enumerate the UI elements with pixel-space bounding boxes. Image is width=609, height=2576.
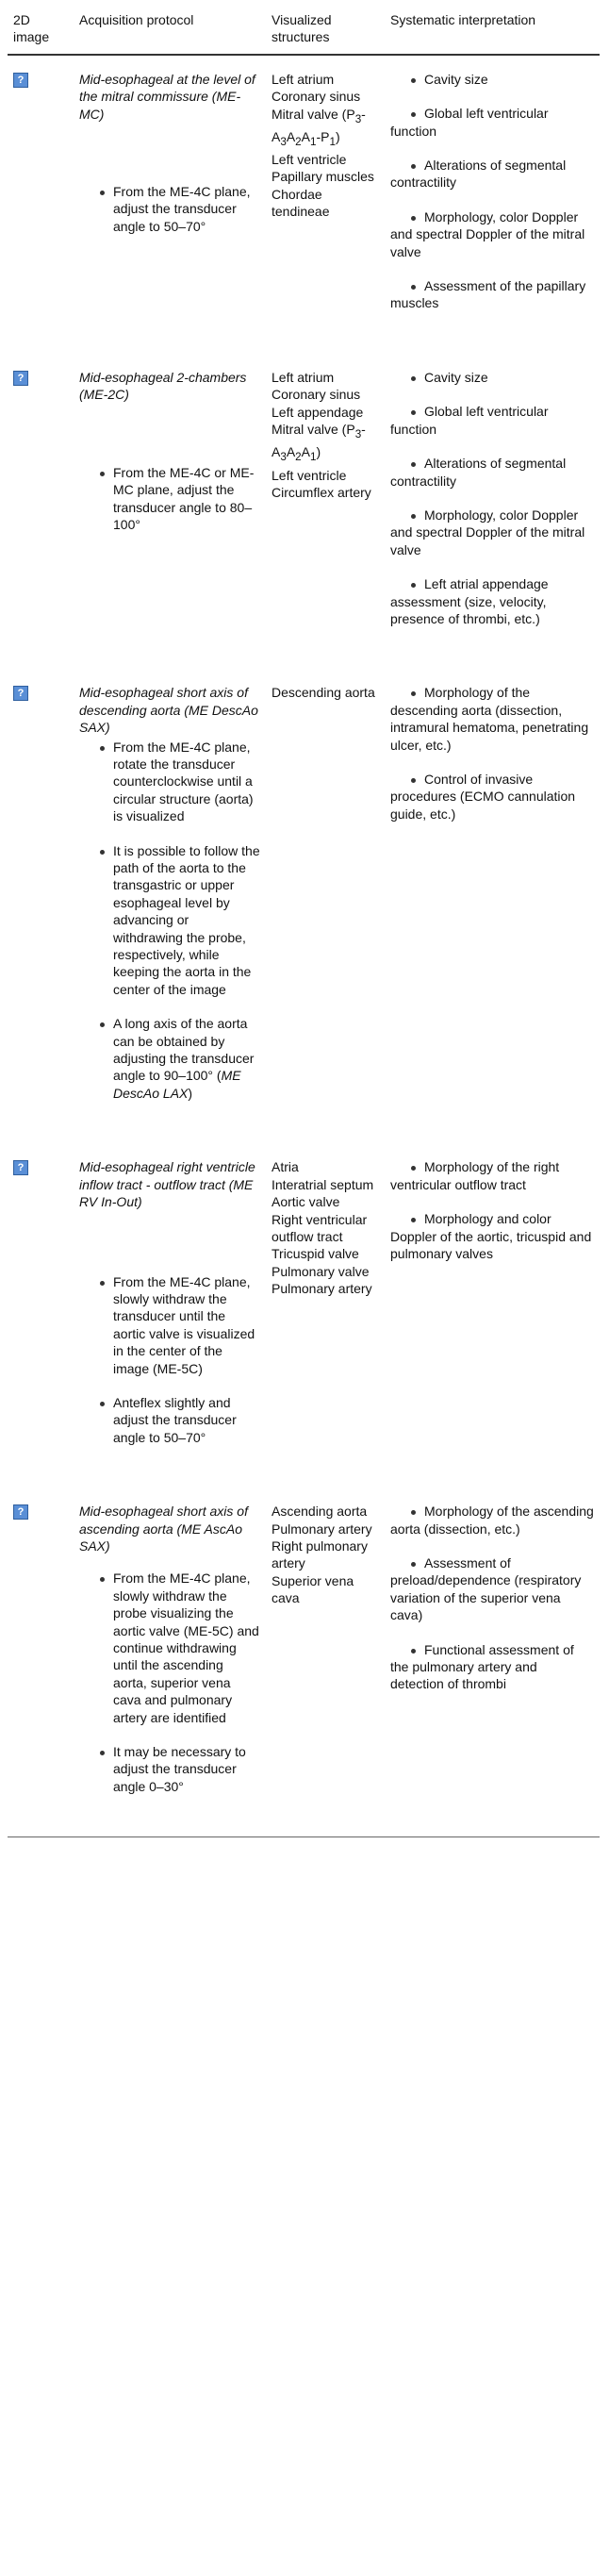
header-2d-image: 2D image (8, 6, 74, 55)
protocol-cell (74, 354, 266, 669)
protocol-list (79, 183, 260, 235)
structure-item: Ascending aorta (272, 1504, 368, 1520)
list-item: Morphology and color Doppler of the aortic, tricuspid and pulmonary valves (390, 1210, 594, 1262)
image-cell (8, 55, 74, 354)
structure-item: Left ventricle (272, 467, 347, 483)
view-name: Mid-esophageal short axis of ascending aorta (ME AscAo SAX) (79, 1504, 248, 1554)
structure-item: Coronary sinus (272, 387, 361, 403)
list-item: Global left ventricular function (390, 105, 594, 140)
table-row (8, 1143, 600, 1487)
list-item: Alterations of segmental contractility (390, 455, 594, 490)
protocol-list (79, 1273, 260, 1447)
protocol-list (79, 1570, 260, 1795)
image-cell (8, 354, 74, 669)
list-item: Assessment of the papillary muscles (390, 277, 594, 312)
structures-cell (266, 669, 385, 1143)
list-item: Morphology, color Doppler and spectral Doppler of the mitral valve (390, 208, 594, 260)
structure-item: Right pulmonary artery (272, 1537, 368, 1571)
list-item: Alterations of segmental contractility (390, 157, 594, 191)
image-cell (8, 669, 74, 1143)
image-cell (8, 1487, 74, 1837)
image-placeholder-icon[interactable] (13, 686, 28, 701)
interpretation-list (390, 684, 594, 823)
protocol-cell (74, 1143, 266, 1487)
list-item: Global left ventricular function (390, 403, 594, 438)
view-name: Mid-esophageal at the level of the mitral commissure (ME-MC) (79, 71, 255, 122)
structures-cell (266, 1487, 385, 1837)
list-item: Morphology, color Doppler and spectral Doppler of the mitral valve (390, 507, 594, 558)
structure-item: Atria (272, 1159, 299, 1175)
protocol-cell (74, 55, 266, 354)
interpretation-cell (385, 1143, 600, 1487)
protocol-cell (74, 669, 266, 1143)
list-item: Morphology of the right ventricular outflow tract (390, 1158, 594, 1193)
table-header-row (8, 6, 600, 55)
list-item: Left atrial appendage assessment (size, velocity, presence of thrombi, etc.) (390, 575, 594, 627)
structure-item: Papillary muscles (272, 169, 374, 185)
list-item: From the ME-4C plane, slowly withdraw the transducer until the aortic valve is visualized in the center of the image (ME-5C) (79, 1273, 260, 1377)
interpretation-cell (385, 354, 600, 669)
structures-cell (266, 354, 385, 669)
list-item: Assessment of preload/dependence (respiratory variation of the superior vena cava) (390, 1554, 594, 1624)
interpretation-cell (385, 1487, 600, 1837)
list-item: Control of invasive procedures (ECMO cannulation guide, etc.) (390, 771, 594, 823)
structure-item: Left appendage (272, 404, 364, 420)
view-name: Mid-esophageal 2-chambers (ME-2C) (79, 369, 247, 403)
header-systematic-interpretation: Systematic interpretation (385, 6, 600, 55)
protocol-list (79, 464, 260, 534)
structure-item: Pulmonary artery (272, 1521, 372, 1537)
table-row (8, 669, 600, 1143)
interpretation-cell (385, 669, 600, 1143)
interpretation-list (390, 71, 594, 312)
structure-item: Superior vena cava (272, 1572, 354, 1606)
protocol-list (79, 739, 260, 1103)
list-item: Morphology of the descending aorta (dissection, intramural hematoma, penetrating ulcer, etc.) (390, 684, 594, 754)
table-row (8, 1487, 600, 1837)
list-item: Anteflex slightly and adjust the transducer angle to 50–70° (79, 1394, 260, 1446)
structures-cell (266, 1143, 385, 1487)
structure-item: Tricuspid valve (272, 1246, 359, 1262)
list-item: From the ME-4C or ME-MC plane, adjust the transducer angle to 80–100° (79, 464, 260, 534)
list-item: Cavity size (390, 71, 594, 88)
list-item: It is possible to follow the path of the aorta to the transgastric or upper esophageal level by advancing or withdrawing the probe, respectively, while keeping the aorta in the center of the image (79, 842, 260, 999)
structure-item: Descending aorta (272, 685, 375, 701)
list-item: From the ME-4C plane, slowly withdraw the probe visualizing the aortic valve (ME-5C) and continue withdrawing until the ascending aorta, superior vena cava and pulmonary artery are identified (79, 1570, 260, 1726)
list-item: Functional assessment of the pulmonary artery and detection of thrombi (390, 1641, 594, 1693)
structure-item: Aortic valve (272, 1194, 340, 1210)
header-acquisition-protocol: Acquisition protocol (74, 6, 266, 55)
list-item: From the ME-4C plane, adjust the transducer angle to 50–70° (79, 183, 260, 235)
header-visualized-structures: Visualized structures (266, 6, 385, 55)
structure-item: Coronary sinus (272, 89, 361, 105)
list-item: Cavity size (390, 369, 594, 386)
structure-item: Pulmonary artery (272, 1281, 372, 1297)
structure-item: Mitral valve $(P_3-A_3A_2A_1-P_1)$ (272, 106, 366, 148)
table-row (8, 55, 600, 354)
image-placeholder-icon[interactable] (13, 1504, 28, 1520)
structures-cell (266, 55, 385, 354)
protocol-cell (74, 1487, 266, 1837)
structure-item: Interatrial septum (272, 1176, 374, 1192)
structure-item: Mitral valve $(P_3-A_3A_2A_1)$ (272, 422, 366, 464)
interpretation-list (390, 369, 594, 627)
tee-views-table (8, 6, 600, 1837)
interpretation-cell (385, 55, 600, 354)
structure-item: Circumflex artery (272, 484, 371, 500)
structure-item: Left atrium (272, 71, 335, 87)
list-item: Morphology of the ascending aorta (dissection, etc.) (390, 1504, 594, 1537)
list-item: It may be necessary to adjust the transducer angle 0–30° (79, 1743, 260, 1795)
view-name: Mid-esophageal right ventricle inflow tract - outflow tract (ME RV In-Out) (79, 1159, 255, 1210)
list-item: From the ME-4C plane, rotate the transducer counterclockwise until a circular structure (aorta) is visualized (79, 739, 260, 825)
structure-item: Chordae tendineae (272, 186, 330, 220)
view-name: Mid-esophageal short axis of descending aorta (ME DescAo SAX) (79, 685, 258, 736)
interpretation-list (390, 1503, 594, 1693)
table-row (8, 354, 600, 669)
interpretation-list (390, 1158, 594, 1262)
image-cell (8, 1143, 74, 1487)
image-placeholder-icon[interactable] (13, 1160, 28, 1175)
image-placeholder-icon[interactable] (13, 371, 28, 386)
structure-item: Pulmonary valve (272, 1263, 370, 1279)
image-placeholder-icon[interactable] (13, 73, 28, 88)
structure-item: Left ventricle (272, 152, 347, 168)
list-item: A long axis of the aorta can be obtained by adjusting the transducer angle to 90–100° (ME DescAo LAX) (79, 1015, 260, 1102)
structure-item: Right ventricular outflow tract (272, 1211, 368, 1244)
structure-item: Left atrium (272, 369, 335, 385)
